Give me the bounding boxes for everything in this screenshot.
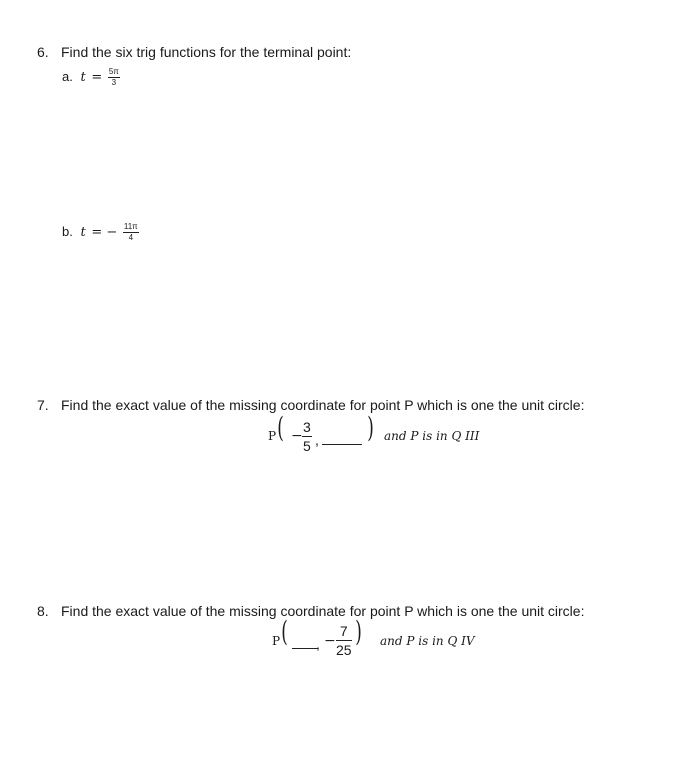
question-7-numerator: 3 [303, 419, 311, 435]
question-6b-denominator: 4 [128, 233, 134, 242]
question-6a-equals: = [91, 69, 103, 85]
question-6a-numerator: 5π [108, 67, 119, 76]
question-7-answer-blank [322, 444, 362, 445]
question-6b-variable: t [80, 224, 86, 240]
question-6b-numerator: 11π [123, 222, 138, 231]
question-8-number: 8. [37, 603, 49, 619]
question-6-number: 6. [37, 44, 49, 60]
question-8-denominator: 25 [336, 642, 352, 658]
question-8-fraction [336, 624, 352, 657]
question-7-point: P [268, 429, 277, 443]
question-6a-label: a. [62, 68, 73, 84]
question-7-fraction [302, 420, 312, 453]
question-8-numerator: 7 [336, 624, 352, 641]
question-8-minus: − [324, 633, 336, 649]
question-7-condition: and P is in Q III [384, 429, 480, 443]
question-8-comma: , [316, 636, 320, 652]
question-7-number: 7. [37, 397, 49, 413]
question-8-condition: and P is in Q IV [380, 634, 475, 648]
question-7-expression [268, 411, 528, 460]
question-6b-fraction [123, 223, 139, 242]
question-6a [62, 68, 120, 87]
question-6a-variable: t [80, 69, 86, 85]
question-8-answer-blank [292, 648, 318, 649]
question-8-point: P [272, 634, 281, 648]
question-6b-equals: = − [91, 224, 118, 240]
question-7-right-paren: ) [367, 411, 374, 444]
question-8-text: Find the exact value of the missing coordinate for point P which is one the unit circle: [61, 603, 585, 619]
question-7-denominator: 5 [303, 438, 311, 454]
question-7-left-paren: ( [277, 411, 284, 444]
question-7-minus: − [291, 428, 303, 444]
question-8-right-paren: ) [355, 615, 362, 648]
question-8-expression [272, 615, 532, 664]
question-7-text: Find the exact value of the missing coordinate for point P which is one the unit circle: [61, 397, 585, 413]
question-6a-fraction [108, 68, 120, 87]
question-6-text: Find the six trig functions for the terminal point: [61, 44, 352, 60]
question-8-left-paren: ( [281, 615, 288, 648]
question-6b-label: b. [62, 223, 73, 239]
question-6b [62, 223, 139, 242]
question-6a-denominator: 3 [111, 78, 117, 87]
question-7-comma: , [315, 432, 319, 448]
